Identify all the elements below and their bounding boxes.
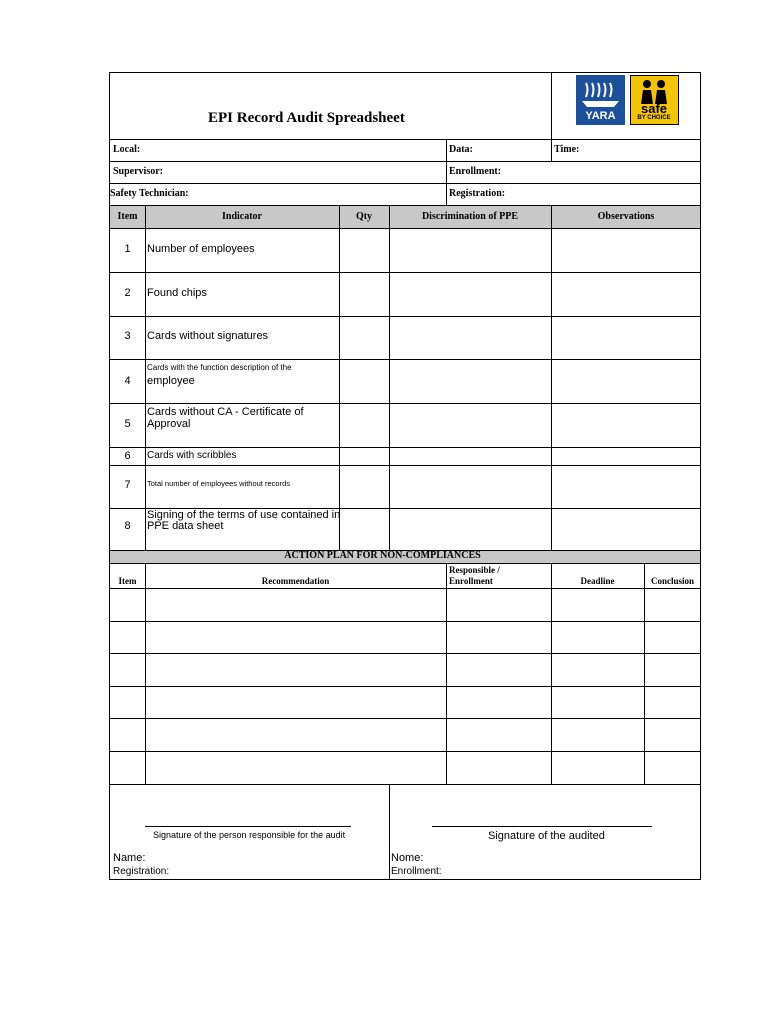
action-plan-title: ACTION PLAN FOR NON-COMPLIANCES bbox=[284, 550, 481, 561]
table-row-3-item: 3 bbox=[124, 330, 131, 342]
supervisor-label: Supervisor: bbox=[113, 166, 163, 177]
table-row-4-item: 4 bbox=[124, 375, 131, 387]
ap-col-deadline: Deadline bbox=[580, 576, 615, 586]
table-row-8-indicator-line2: PPE data sheet bbox=[147, 520, 224, 532]
col-observations: Observations bbox=[597, 211, 655, 222]
col-discrimination-of-ppe: Discrimination of PPE bbox=[421, 211, 519, 222]
table-row-1-indicator: Number of employees bbox=[147, 243, 255, 255]
registration-label: Registration: bbox=[449, 188, 506, 199]
table-row-4-indicator-small: Cards with the function description of the bbox=[147, 363, 292, 372]
form-frame bbox=[109, 72, 701, 880]
table-row-2-indicator: Found chips bbox=[147, 287, 207, 299]
safe-logo-text: safe bbox=[640, 101, 668, 116]
col-indicator: Indicator bbox=[222, 211, 262, 222]
table-row-1-item: 1 bbox=[124, 243, 131, 255]
table-row-5-item: 5 bbox=[124, 418, 131, 430]
right-signature-caption: Signature of the audited bbox=[488, 830, 605, 842]
local-label: Local: bbox=[113, 144, 141, 155]
ap-row-divider bbox=[109, 621, 701, 622]
table-row-4-indicator: employee bbox=[147, 375, 195, 387]
safe-by-choice-logo bbox=[630, 75, 679, 125]
signature-enrollment-label: Enrollment: bbox=[391, 866, 442, 877]
time-label: Time: bbox=[554, 144, 580, 155]
ap-col-responsible: Responsible / bbox=[449, 565, 500, 575]
ap-row-divider bbox=[109, 686, 701, 687]
by-choice-logo-text: BY CHOICE bbox=[637, 115, 671, 121]
table-row-7-item: 7 bbox=[124, 479, 131, 491]
ap-col-item: Item bbox=[118, 576, 137, 586]
col-item: Item bbox=[117, 211, 138, 222]
ap-row-divider bbox=[109, 751, 701, 752]
table-row-2-item: 2 bbox=[124, 287, 131, 299]
safety-technician-label: Safety Technician: bbox=[110, 188, 189, 199]
table-row-6-item: 6 bbox=[124, 450, 131, 462]
right-signature-line bbox=[432, 826, 652, 827]
table-row-8-item: 8 bbox=[124, 520, 131, 532]
enrollment-label: Enrollment: bbox=[449, 166, 502, 177]
table-row-5-indicator-line2: Approval bbox=[147, 418, 191, 430]
table-row-5-indicator: Cards without CA - Certificate of bbox=[147, 406, 304, 418]
data-label: Data: bbox=[449, 144, 473, 155]
yara-logo-text: YARA bbox=[585, 110, 616, 122]
table-row-8-indicator: Signing of the terms of use contained in bbox=[147, 509, 341, 521]
table-row-3-indicator: Cards without signatures bbox=[147, 330, 269, 342]
yara-logo bbox=[576, 75, 625, 125]
table-row-6-indicator: Cards with scribbles bbox=[147, 450, 237, 461]
ap-col-recommendation: Recommendation bbox=[261, 576, 330, 586]
left-signature-caption: Signature of the person responsible for the audit bbox=[153, 830, 346, 840]
page-title: EPI Record Audit Spreadsheet bbox=[208, 110, 405, 126]
col-qty: Qty bbox=[355, 211, 373, 222]
ap-row-divider bbox=[109, 653, 701, 654]
ap-col-enrollment: Enrollment bbox=[449, 576, 493, 586]
name-label: Name: bbox=[113, 852, 146, 864]
ap-row-divider bbox=[109, 718, 701, 719]
nome-label: Nome: bbox=[391, 852, 424, 864]
table-row-7-indicator-small: Total number of employees without records bbox=[147, 479, 290, 488]
left-signature-line bbox=[145, 826, 351, 827]
signature-registration-label: Registration: bbox=[113, 866, 170, 877]
ap-col-conclusion: Conclusion bbox=[650, 576, 694, 586]
